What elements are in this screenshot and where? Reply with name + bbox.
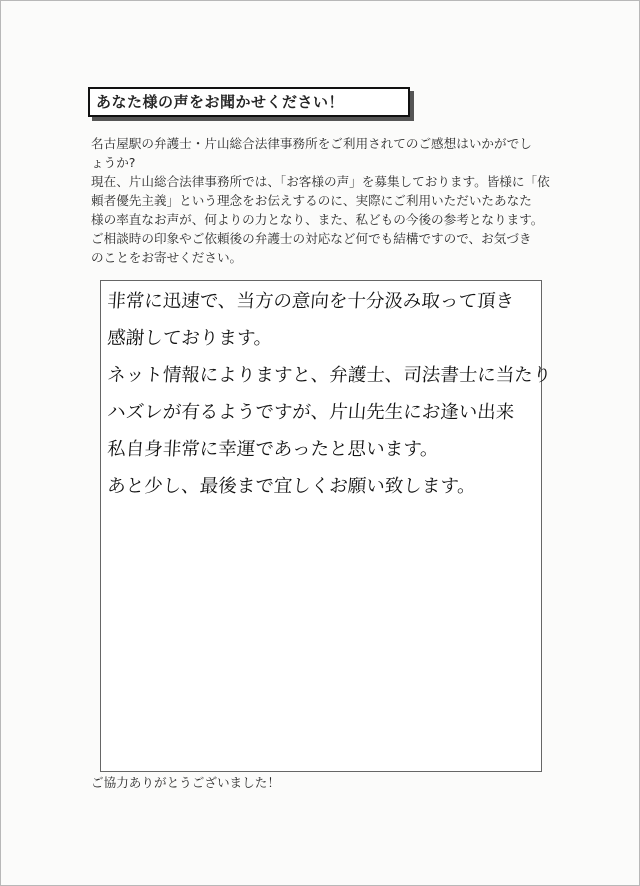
handwritten-comment xyxy=(107,287,551,509)
intro-line: 現在、片山総合法律事務所では、「お客様の声」を募集しております。皆様に「依 xyxy=(91,174,550,189)
intro-line: のことをお寄せください。 xyxy=(91,250,243,265)
intro-text xyxy=(91,134,561,267)
handwritten-line: ネット情報によりますと、弁護士、司法書士に当たり xyxy=(106,365,553,386)
intro-line: ご相談時の印象やご依頼後の弁護士の対応など何でも結構ですので、お気づき xyxy=(91,231,532,246)
intro-line: 頼者優先主義」という理念をお伝えするのに、実際にご利用いただいたあなた xyxy=(91,193,532,208)
handwritten-line: ハズレが有るようですが、片山先生にお逢い出来 xyxy=(106,402,516,423)
handwritten-line: 感謝しております。 xyxy=(106,328,274,349)
handwritten-line: 非常に迅速で、当方の意向を十分汲み取って頂き xyxy=(106,291,515,312)
page-title: あなた様の声をお聞かせください！ xyxy=(96,93,345,111)
intro-line: 名古屋駅の弁護士・片山総合法律事務所をご利用されてのご感想はいかがでし xyxy=(91,136,532,151)
heading-box xyxy=(88,87,410,117)
footer-thanks: ご協力ありがとうございました！ xyxy=(91,775,280,790)
handwritten-line: 私自身非常に幸運であったと思います。 xyxy=(106,439,440,460)
intro-line: 様の率直なお声が、何よりの力となり、また、私どもの今後の参考となります。 xyxy=(91,212,544,227)
intro-line: ょうか? xyxy=(91,155,136,170)
handwritten-line: あと少し、最後まで宜しくお願い致します。 xyxy=(106,476,477,497)
